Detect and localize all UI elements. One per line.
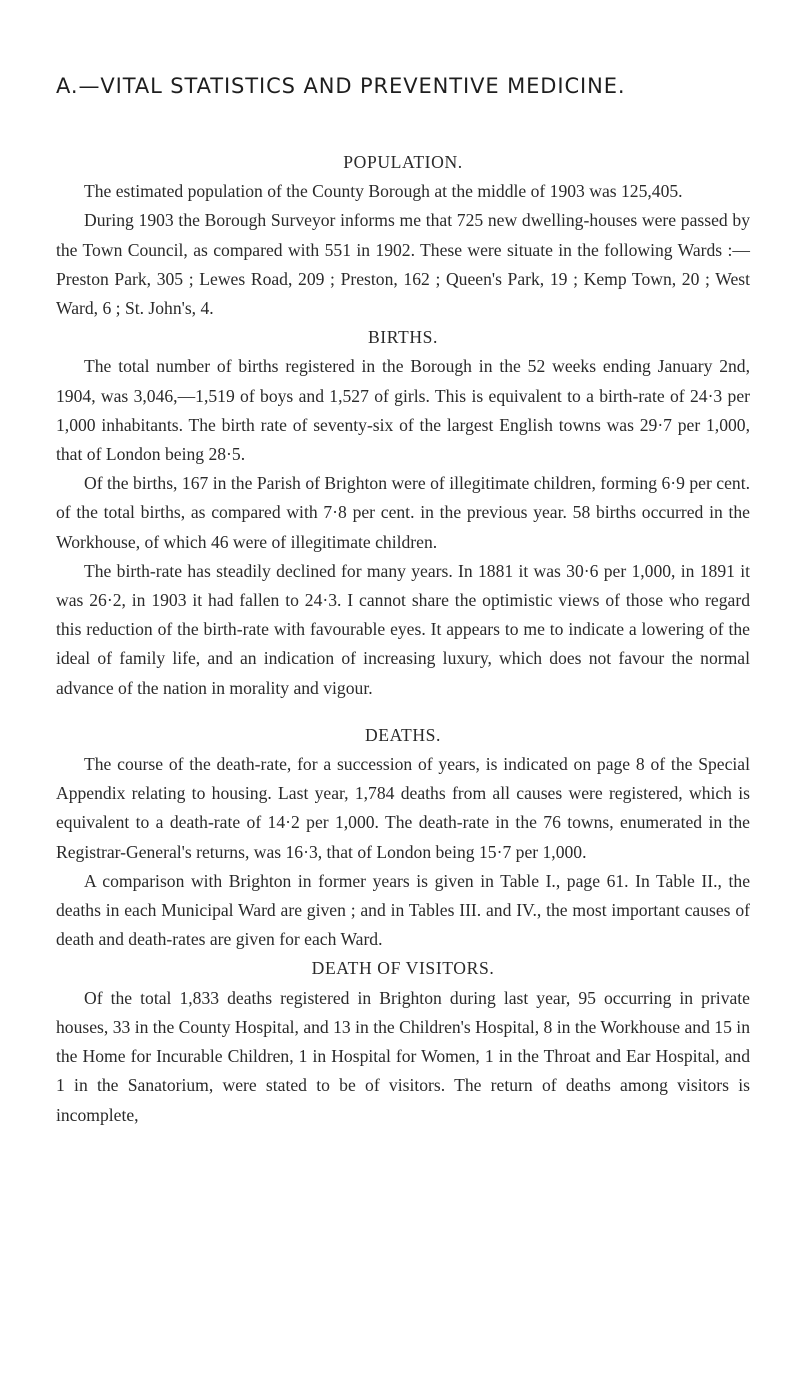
- section-heading-death-of-visitors: DEATH OF VISITORS.: [311, 958, 495, 979]
- paragraph: The birth-rate has steadily declined for many years. In 1881 it was 30·6 per 1,000, in 1891 it was 26·2, in 1903 it had fallen to 24·3. I cannot share the optimistic views of those who regard this reduction of the birth-rate with favourable eyes. It appears to me to indicate a lowering of the ideal of family life, and an indication of increasing luxury, which does not favour the normal advance of the nation in morality and vigour.: [56, 560, 750, 698]
- paragraph: The estimated population of the County Borough at the middle of 1903 was 125,405.: [84, 181, 683, 202]
- paragraph: Of the births, 167 in the Parish of Brighton were of illegitimate children, forming 6·9 per cent. of the total births, as compared with 7·8 per cent. in the previous year. 58 births occurred in the Workhouse, of which 46 were of illegitimate children.: [56, 473, 750, 552]
- paragraph: During 1903 the Borough Surveyor informs me that 725 new dwelling-houses were passed by the Town Council, as compared with 551 in 1902. These were situate in the following Wards :—Preston Park, 305 ; Lewes Road, 209 ; Preston, 162 ; Queen's Park, 19 ; Kemp Town, 20 ; West Ward, 6 ; St. John's, 4.: [56, 210, 750, 319]
- paragraph: The course of the death-rate, for a succession of years, is indicated on page 8 of the Special Appendix relating to housing. Last year, 1,784 deaths from all causes were registered, which is equivalent to a death-rate of 14·2 per 1,000. The death-rate in the 76 towns, enumerated in the Registrar-General's returns, was 16·3, that of London being 15·7 per 1,000.: [56, 754, 750, 862]
- section-heading-deaths: DEATHS.: [364, 724, 442, 745]
- section-births: [56, 323, 750, 703]
- section-heading-births: BIRTHS.: [367, 327, 439, 348]
- main-heading: A.—VITAL STATISTICS AND PREVENTIVE MEDICINE.: [56, 74, 626, 98]
- section-population: [56, 148, 750, 323]
- paragraph: Of the total 1,833 deaths registered in Brighton during last year, 95 occurring in private houses, 33 in the County Hospital, and 13 in the Children's Hospital, 8 in the Workhouse and 15 in the Home for Incurable Children, 1 in Hospital for Women, 1 in the Throat and Ear Hospital, and 1 in the Sanatorium, were stated to be of visitors. The return of deaths among visitors is incomplete,: [56, 987, 750, 1125]
- paragraph: A comparison with Brighton in former years is given in Table I., page 61. In Table II., the deaths in each Municipal Ward are given ; and in Tables III. and IV., the most important causes of death and death-rates are given for each Ward.: [56, 870, 750, 950]
- paragraph: The total number of births registered in the Borough in the 52 weeks ending January 2nd, 1904, was 3,046,—1,519 of boys and 1,527 of girls. This is equivalent to a birth-rate of 24·3 per 1,000 inhabitants. The birth rate of seventy-six of the largest English towns was 29·7 per 1,000, that of London being 28·5.: [56, 356, 750, 465]
- section-death-of-visitors: [56, 954, 750, 1129]
- section-spacer: [56, 703, 750, 721]
- section-deaths: [56, 721, 750, 955]
- document-body: [56, 148, 750, 1130]
- section-heading-population: POPULATION.: [343, 152, 463, 172]
